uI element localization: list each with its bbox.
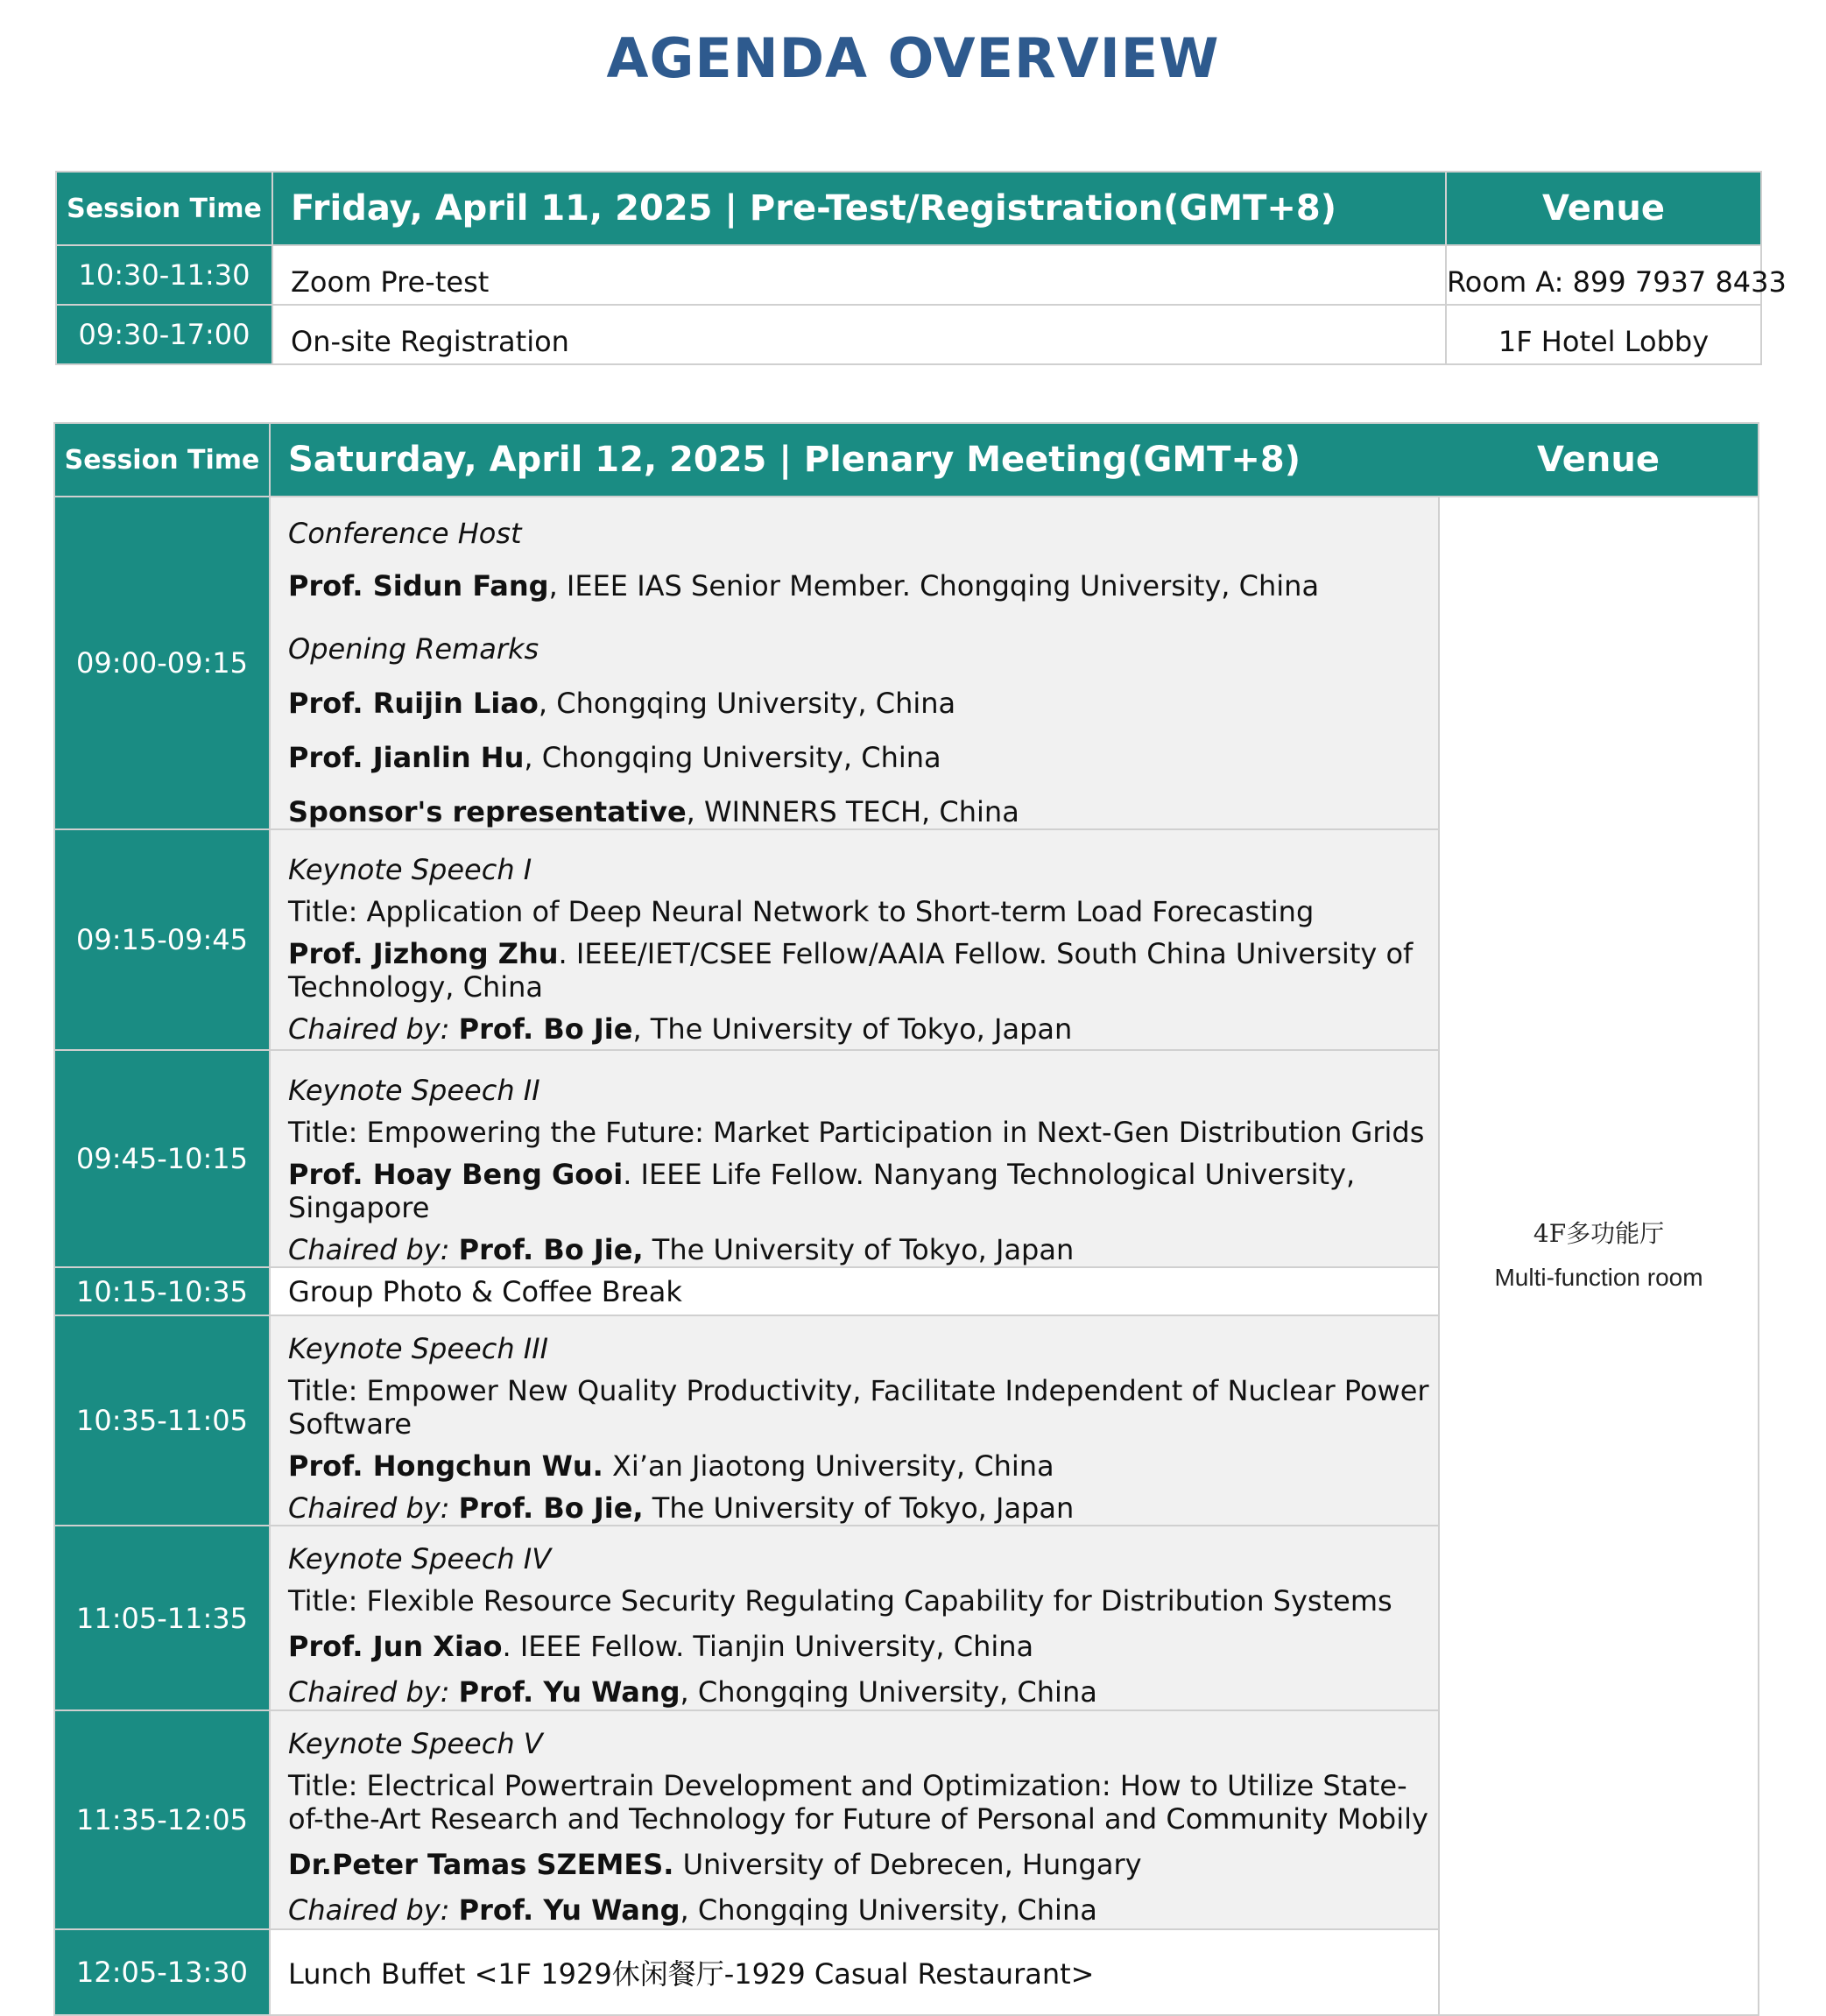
chair-line [288, 1491, 1429, 1525]
remarks-label: Opening Remarks [288, 632, 539, 666]
session-time: 11:05-11:35 [54, 1526, 270, 1710]
venue-text: Room A: 899 7937 8433 [1446, 245, 1761, 305]
host-line [288, 569, 1429, 603]
keynote-label: Keynote Speech IV [288, 1542, 552, 1575]
keynote-title: Title: Flexible Resource Security Regulating Capability for Distribution Systems [288, 1584, 1392, 1618]
venue-text: 1F Hotel Lobby [1446, 305, 1761, 364]
host-name: Prof. Sidun Fang [288, 569, 549, 603]
chair-line [288, 1233, 1429, 1266]
chair-label: Chaired by: [288, 1233, 459, 1266]
table-row [56, 245, 1761, 305]
keynote-title: Title: Application of Deep Neural Network to Short-term Load Forecasting [288, 895, 1315, 928]
event-text: On-site Registration [272, 305, 1446, 364]
chair-name: Prof. Yu Wang [458, 1675, 680, 1709]
keynote-content [270, 1050, 1439, 1267]
opening-session-content [270, 497, 1439, 829]
keynote-content [270, 1710, 1439, 1929]
keynote-content [270, 829, 1439, 1050]
venue-line-2: Multi-function room [1494, 1264, 1703, 1291]
day-title-header: Friday, April 11, 2025 | Pre-Test/Registration(GMT+8) [272, 172, 1446, 245]
remarks-line [288, 741, 1429, 774]
venue-header: Venue [1439, 423, 1759, 497]
keynote-title: Title: Empowering the Future: Market Participation in Next-Gen Distribution Grids [288, 1116, 1425, 1149]
remarks-line [288, 687, 1429, 720]
host-label: Conference Host [288, 517, 522, 550]
chair-label: Chaired by: [288, 1491, 459, 1525]
speaker-line [288, 1449, 1429, 1483]
speaker-affiliation: . IEEE Life Fellow. Nanyang Technological University, Singapore [288, 1158, 1356, 1224]
chair-name: Prof. Bo Jie, [458, 1233, 644, 1266]
speaker-name: Prof. Hongchun Wu. [288, 1449, 603, 1483]
session-time: 11:35-12:05 [54, 1710, 270, 1929]
keynote-label: Keynote Speech II [288, 1074, 540, 1107]
session-time: 09:00-09:15 [54, 497, 270, 829]
table-row [54, 497, 1759, 829]
speaker-affiliation: . IEEE Fellow. Tianjin University, China [502, 1630, 1034, 1663]
speaker-name: Prof. Ruijin Liao [288, 687, 539, 720]
chair-label: Chaired by: [288, 1893, 459, 1927]
chair-affiliation: The University of Tokyo, Japan [643, 1233, 1075, 1266]
chair-affiliation: , Chongqing University, China [680, 1675, 1097, 1709]
keynote-label: Keynote Speech III [288, 1332, 549, 1365]
speaker-name: Prof. Jun Xiao [288, 1630, 503, 1663]
venue-header: Venue [1446, 172, 1761, 245]
event-text: Zoom Pre-test [272, 245, 1446, 305]
friday-agenda-table [55, 171, 1787, 365]
venue-cell [1439, 497, 1759, 2015]
speaker-name: Dr.Peter Tamas SZEMES. [288, 1848, 674, 1881]
chair-affiliation: , The University of Tokyo, Japan [632, 1012, 1073, 1046]
keynote-title: Title: Empower New Quality Productivity, Facilitate Independent of Nuclear Power Software [288, 1374, 1429, 1441]
speaker-line [288, 1630, 1429, 1663]
remarks-line [288, 795, 1429, 828]
keynote-content [270, 1526, 1439, 1710]
session-time: 12:05-13:30 [54, 1929, 270, 2015]
chair-affiliation: The University of Tokyo, Japan [643, 1491, 1075, 1525]
speaker-line [288, 1158, 1429, 1224]
speaker-affiliation: . IEEE/IET/CSEE Fellow/AAIA Fellow. South China University of Technology, China [288, 937, 1414, 1004]
lunch-text: Lunch Buffet <1F 1929休闲餐厅-1929 Casual Restaurant> [270, 1929, 1439, 2015]
speaker-affiliation: University of Debrecen, Hungary [673, 1848, 1142, 1881]
session-time-header: Session Time [54, 423, 270, 497]
session-time: 10:35-11:05 [54, 1315, 270, 1526]
chair-line [288, 1893, 1429, 1927]
speaker-name: Prof. Jianlin Hu [288, 741, 525, 774]
chair-line [288, 1012, 1429, 1046]
host-affiliation: , IEEE IAS Senior Member. Chongqing University, China [548, 569, 1320, 603]
chair-name: Prof. Bo Jie [458, 1012, 633, 1046]
session-time: 10:30-11:30 [56, 245, 272, 305]
speaker-name: Prof. Hoay Beng Gooi [288, 1158, 624, 1191]
speaker-name: Sponsor's representative [288, 795, 687, 828]
break-text: Group Photo & Coffee Break [270, 1267, 1439, 1315]
keynote-label: Keynote Speech V [288, 1727, 543, 1760]
day-title-header: Saturday, April 12, 2025 | Plenary Meeting(GMT+8) [270, 423, 1439, 497]
chair-line [288, 1675, 1429, 1709]
keynote-content [270, 1315, 1439, 1526]
speaker-affiliation: , WINNERS TECH, China [686, 795, 1019, 828]
speaker-affiliation: , Chongqing University, China [524, 741, 941, 774]
speaker-line [288, 937, 1429, 1004]
keynote-label: Keynote Speech I [288, 853, 532, 886]
session-time: 10:15-10:35 [54, 1267, 270, 1315]
chair-label: Chaired by: [288, 1012, 459, 1046]
session-time-header: Session Time [56, 172, 272, 245]
chair-label: Chaired by: [288, 1675, 459, 1709]
session-time: 09:15-09:45 [54, 829, 270, 1050]
page-title: AGENDA OVERVIEW [606, 26, 1220, 90]
speaker-line [288, 1848, 1429, 1881]
keynote-title: Title: Electrical Powertrain Development and Optimization: How to Utilize State-of-the-Art Research and Technology for Future of Personal and Community Mobily [288, 1769, 1428, 1836]
table-row [56, 305, 1761, 364]
venue-line-1: 4F多功能厅 [1533, 1219, 1665, 1248]
saturday-agenda-table [53, 422, 1759, 2016]
speaker-affiliation: , Chongqing University, China [538, 687, 956, 720]
session-time: 09:45-10:15 [54, 1050, 270, 1267]
speaker-affiliation: Xi’an Jiaotong University, China [603, 1449, 1054, 1483]
chair-name: Prof. Bo Jie, [458, 1491, 644, 1525]
chair-name: Prof. Yu Wang [458, 1893, 680, 1927]
session-time: 09:30-17:00 [56, 305, 272, 364]
speaker-name: Prof. Jizhong Zhu [288, 937, 559, 970]
chair-affiliation: , Chongqing University, China [680, 1893, 1097, 1927]
